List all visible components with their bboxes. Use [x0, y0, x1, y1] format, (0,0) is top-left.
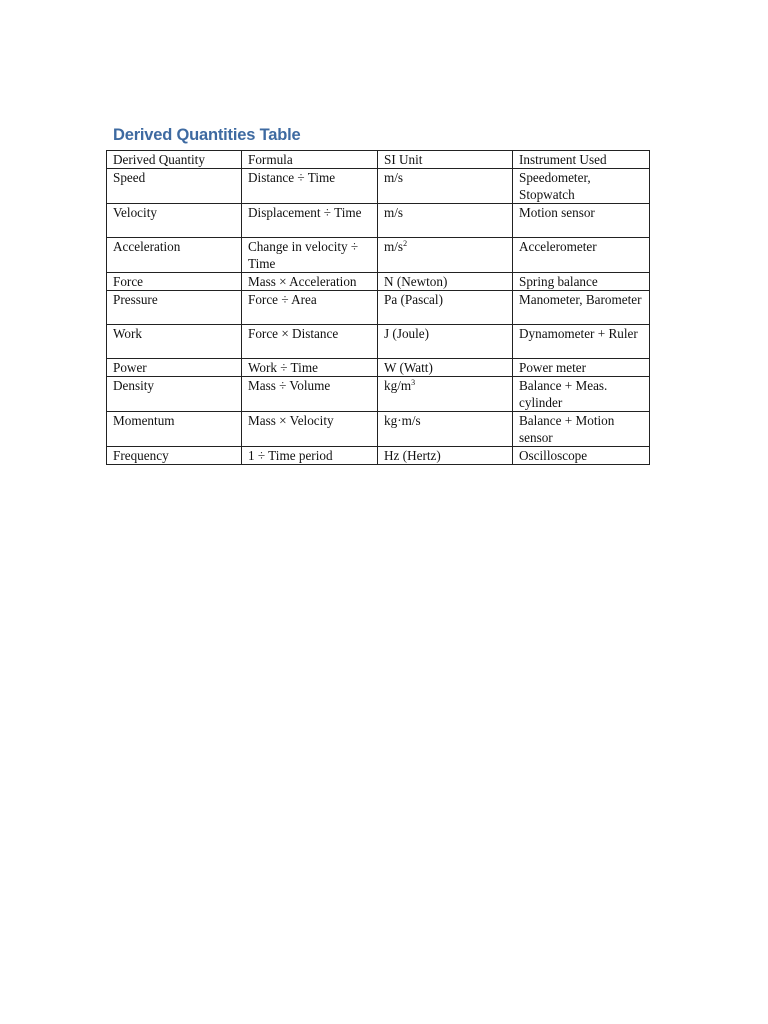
table-row — [107, 359, 650, 377]
cell-instrument: Balance + Meas. cylinder — [513, 377, 650, 412]
header-si-unit: SI Unit — [378, 151, 513, 169]
cell-unit — [378, 412, 513, 447]
cell-unit — [378, 447, 513, 465]
cell-quantity: Force — [107, 273, 242, 291]
cell-formula: Force ÷ Area — [242, 291, 378, 325]
page-title: Derived Quantities Table — [113, 126, 301, 144]
cell-quantity: Speed — [107, 169, 242, 204]
unit-text: m/s — [384, 170, 404, 185]
cell-quantity: Velocity — [107, 204, 242, 238]
cell-unit — [378, 325, 513, 359]
cell-instrument: Dynamometer + Ruler — [513, 325, 650, 359]
header-derived-quantity: Derived Quantity — [107, 151, 242, 169]
cell-quantity: Acceleration — [107, 238, 242, 273]
table-row — [107, 377, 650, 412]
table-row — [107, 291, 650, 325]
table-header-row — [107, 151, 650, 169]
cell-unit — [378, 169, 513, 204]
cell-instrument: Speedometer, Stopwatch — [513, 169, 650, 204]
cell-instrument: Manometer, Barometer — [513, 291, 650, 325]
cell-formula: Mass × Acceleration — [242, 273, 378, 291]
table-row — [107, 273, 650, 291]
derived-quantities-table — [106, 150, 650, 465]
cell-formula: Change in velocity ÷ Time — [242, 238, 378, 273]
unit-text: m/s — [384, 239, 404, 254]
cell-quantity: Power — [107, 359, 242, 377]
cell-unit — [378, 291, 513, 325]
cell-instrument: Balance + Motion sensor — [513, 412, 650, 447]
unit-text: W (Watt) — [384, 360, 433, 375]
table-row — [107, 325, 650, 359]
table-row — [107, 169, 650, 204]
cell-unit — [378, 359, 513, 377]
unit-text: Hz (Hertz) — [384, 448, 441, 463]
table-row — [107, 204, 650, 238]
cell-quantity: Work — [107, 325, 242, 359]
cell-formula: Work ÷ Time — [242, 359, 378, 377]
header-instrument-used: Instrument Used — [513, 151, 650, 169]
cell-unit — [378, 377, 513, 412]
cell-quantity: Momentum — [107, 412, 242, 447]
unit-text: m/s — [384, 205, 404, 220]
cell-quantity: Pressure — [107, 291, 242, 325]
cell-unit — [378, 273, 513, 291]
cell-quantity: Density — [107, 377, 242, 412]
cell-instrument: Power meter — [513, 359, 650, 377]
cell-formula: Distance ÷ Time — [242, 169, 378, 204]
table-row — [107, 238, 650, 273]
cell-instrument: Motion sensor — [513, 204, 650, 238]
unit-text: N (Newton) — [384, 274, 448, 289]
cell-instrument: Spring balance — [513, 273, 650, 291]
table-row — [107, 447, 650, 465]
cell-quantity: Frequency — [107, 447, 242, 465]
header-formula: Formula — [242, 151, 378, 169]
cell-formula: Displacement ÷ Time — [242, 204, 378, 238]
cell-formula: Mass ÷ Volume — [242, 377, 378, 412]
unit-superscript: 2 — [403, 239, 408, 248]
unit-text: J (Joule) — [384, 326, 430, 341]
cell-unit — [378, 238, 513, 273]
cell-formula: Force × Distance — [242, 325, 378, 359]
cell-formula: 1 ÷ Time period — [242, 447, 378, 465]
unit-text: kg/m — [384, 378, 412, 393]
unit-text: kg·m/s — [384, 413, 421, 428]
table-row — [107, 412, 650, 447]
cell-instrument: Oscilloscope — [513, 447, 650, 465]
unit-superscript: 3 — [411, 378, 416, 387]
cell-formula: Mass × Velocity — [242, 412, 378, 447]
cell-unit — [378, 204, 513, 238]
cell-instrument: Accelerometer — [513, 238, 650, 273]
unit-text: Pa (Pascal) — [384, 292, 443, 307]
